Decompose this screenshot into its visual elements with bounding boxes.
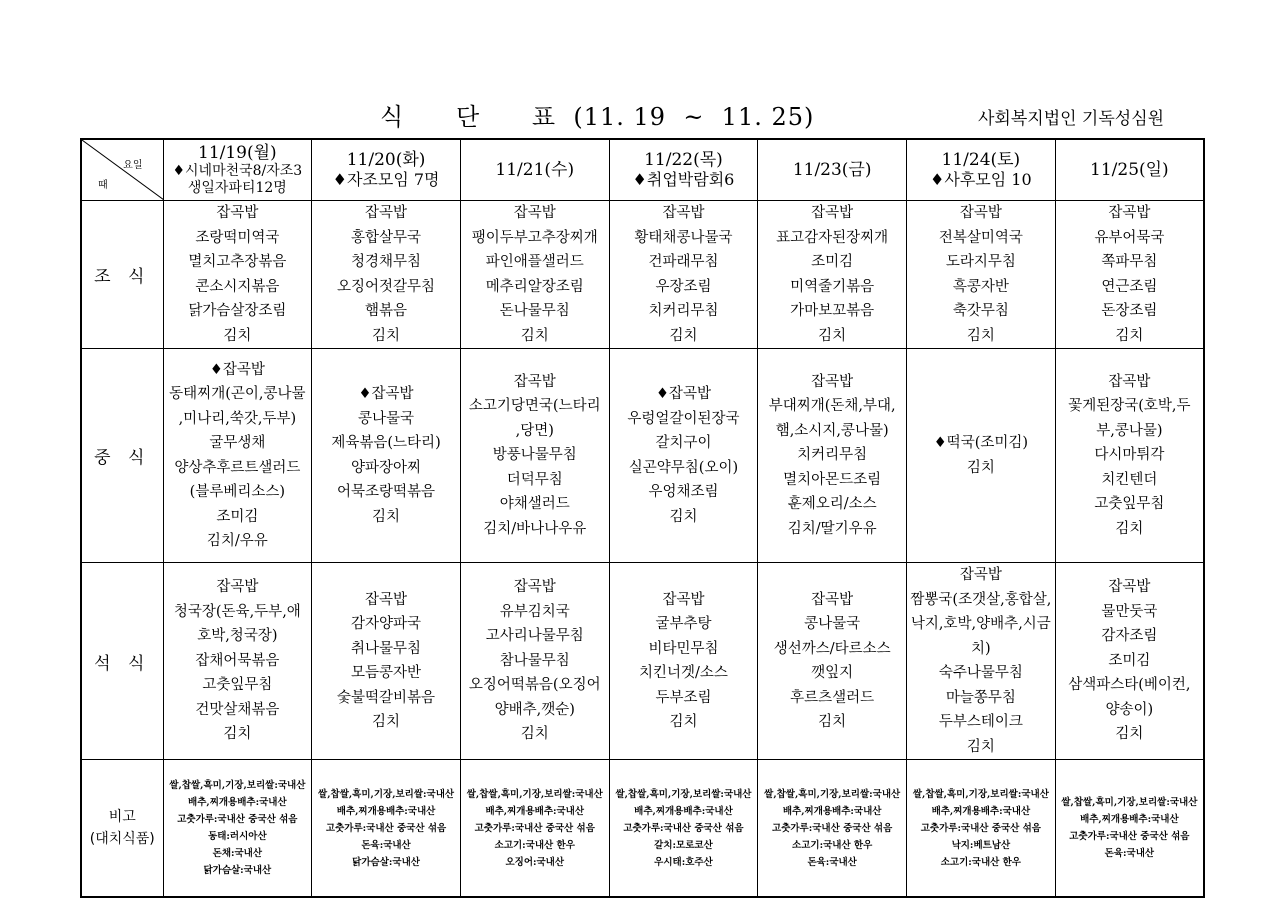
meal-row (81, 563, 1204, 760)
origin-note: 고춧가루:국내산 중국산 섞음 (623, 822, 744, 834)
menu-item: 잡곡밥 (662, 591, 705, 608)
day-date: 11/20(화) (346, 150, 426, 170)
menu-cell (907, 349, 1056, 563)
menu-item: 김치/우유 (206, 533, 268, 549)
day-event: ♦시네마천국8/자조3 (172, 163, 303, 179)
menu-item: 건맛살채볶음 (195, 701, 280, 718)
menu-cell (758, 201, 907, 349)
origin-note: 쌀,찹쌀,흑미,기장,보리쌀:국내산 (912, 788, 1049, 800)
menu-cell (460, 349, 609, 563)
menu-item: 파인애플샐러드 (485, 254, 584, 270)
menu-item: 조미김 (1108, 652, 1151, 669)
menu-item: 감자양파국 (351, 616, 422, 632)
menu-item: 생선까스/타르소스 (773, 640, 891, 657)
menu-item: ,당면) (515, 422, 554, 439)
notes-label-line: 비고 (108, 809, 136, 825)
origin-note: 돈채:국내산 (212, 848, 263, 859)
menu-item: 고사리나물무침 (485, 628, 584, 645)
menu-item: 삼색파스타(베이컨, (1068, 677, 1191, 694)
menu-item: 쪽파무침 (1101, 254, 1158, 270)
origin-note: 쌀,찹쌀,흑미,기장,보리쌀:국내산 (1061, 797, 1198, 808)
menu-item: 건파래무침 (648, 254, 719, 270)
menu-item: 김치 (1115, 520, 1144, 537)
menu-cell (758, 349, 907, 563)
menu-item: 김치 (1115, 726, 1144, 743)
menu-item: 잡곡밥 (1108, 205, 1151, 221)
menu-item: 방풍나물무침 (492, 447, 577, 464)
menu-item: ♦잡곡밥 (655, 386, 711, 402)
menu-item: 취나물무침 (351, 640, 422, 657)
menu-cell (758, 563, 907, 760)
meal-label: 조 식 (81, 201, 163, 349)
menu-item: 김치 (966, 738, 995, 755)
menu-item: 표고감자된장찌개 (776, 229, 889, 246)
day-event: 생일자파티12명 (187, 180, 287, 196)
menu-cell (609, 349, 758, 563)
menu-item: 청국장(돈육,두부,애 (173, 603, 301, 620)
origin-note: 배추,찌개용배추:국내산 (336, 805, 436, 817)
origin-note: 소고기:국내산 한우 (940, 856, 1021, 868)
origin-note: 쌀,찹쌀,흑미,기장,보리쌀:국내산 (764, 788, 901, 800)
menu-item: 치킨텐더 (1101, 471, 1158, 488)
menu-item: 굴부추탕 (655, 616, 712, 632)
menu-item: 김치 (520, 726, 549, 743)
origin-note-cell (907, 760, 1056, 898)
menu-item: 가마보꼬볶음 (790, 303, 875, 319)
day-date: 11/23(금) (792, 160, 872, 180)
day-header-4 (758, 139, 907, 201)
notes-row (81, 760, 1204, 898)
menu-item: 고춧잎무침 (202, 677, 273, 694)
menu-item: 잡곡밥 (513, 373, 556, 390)
menu-item: 우엉채조림 (648, 484, 719, 500)
menu-item: 잡곡밥 (811, 205, 854, 221)
notes-label-line: (대치식품) (89, 831, 155, 847)
menu-item: 물만둣국 (1101, 603, 1158, 620)
origin-note: 배추,찌개용배추:국내산 (188, 797, 287, 808)
menu-item: 연근조림 (1101, 278, 1158, 295)
menu-item: 호박,청국장) (197, 628, 278, 645)
menu-item: 메추리알장조림 (485, 278, 584, 295)
day-header-2 (460, 139, 609, 201)
menu-item: (블루베리소스) (189, 484, 286, 500)
menu-item: 김치 (818, 327, 847, 344)
menu-item: 잡곡밥 (1108, 373, 1151, 390)
origin-note: 쌀,찹쌀,흑미,기장,보리쌀:국내산 (169, 780, 306, 791)
origin-note-cell (460, 760, 609, 898)
menu-item: 도라지무침 (945, 254, 1016, 270)
menu-item: 팽이두부고추장찌개 (471, 229, 598, 246)
corner-cell (81, 139, 163, 201)
origin-note: 배추,찌개용배추:국내산 (1080, 814, 1179, 825)
menu-item: 햄,소시지,콩나물) (775, 422, 889, 439)
menu-item: 잡곡밥 (513, 205, 556, 221)
menu-item: 제육볶음(느타리) (331, 435, 441, 451)
menu-cell (163, 349, 312, 563)
menu-item: 고춧잎무침 (1094, 496, 1165, 513)
day-date: 11/25(일) (1090, 160, 1169, 180)
menu-item: 부대찌개(돈채,부대, (768, 398, 896, 415)
menu-item: 콩나물국 (804, 616, 861, 632)
page-title: 식 단 표 (11. 19 ~ 11. 25) (380, 103, 815, 131)
origin-note: 갈치:모로코산 (654, 839, 713, 851)
menu-item: 양상추후르트샐러드 (174, 459, 301, 476)
menu-item: 비타민무침 (648, 640, 719, 657)
menu-item: 치커리무침 (648, 303, 719, 319)
origin-note: 고춧가루:국내산 중국산 섞음 (325, 822, 447, 834)
origin-note: 고춧가루:국내산 중국산 섞음 (474, 822, 595, 834)
menu-cell (609, 201, 758, 349)
menu-item: 김치 (372, 327, 401, 344)
day-event: ♦사후모임 10 (930, 170, 1032, 189)
day-event: ♦자조모임 7명 (332, 170, 440, 189)
meal-row (81, 201, 1204, 349)
menu-cell (1055, 201, 1204, 349)
organization-name: 사회복지법인 기독성심원 (978, 109, 1165, 129)
day-header-0 (163, 139, 312, 201)
corner-time-label: 때 (98, 180, 108, 191)
menu-item: 잡곡밥 (216, 205, 259, 221)
menu-item: 감자조림 (1101, 628, 1158, 645)
menu-item: 두부조림 (655, 689, 712, 706)
day-event: ♦취업박람회6 (632, 170, 735, 189)
menu-item: 잡곡밥 (959, 567, 1002, 583)
origin-note: 배추,찌개용배추:국내산 (782, 805, 882, 817)
menu-cell (460, 563, 609, 760)
menu-item: 치커리무침 (797, 447, 868, 464)
menu-item: ♦잡곡밥 (358, 386, 414, 402)
origin-note: 닭가슴살:국내산 (203, 865, 272, 876)
menu-item: 축갓무침 (952, 303, 1009, 319)
origin-note: 쌀,찹쌀,흑미,기장,보리쌀:국내산 (466, 788, 603, 800)
menu-item: 콩나물국 (358, 410, 415, 427)
origin-note: 쌀,찹쌀,흑미,기장,보리쌀:국내산 (615, 788, 752, 800)
menu-item: 참나물무침 (499, 652, 570, 669)
menu-item: 양배추,깻순) (494, 701, 575, 718)
menu-item: 굴무생채 (209, 435, 266, 451)
menu-item: 소고기당면국(느타리 (468, 398, 601, 415)
menu-item: 청경채무침 (351, 254, 422, 270)
menu-item: 부,콩나물) (1096, 422, 1163, 439)
menu-item: 오징어젓갈무침 (337, 278, 436, 295)
menu-item: 실곤약무침(오이) (628, 459, 739, 476)
menu-item: 어묵조랑떡볶음 (337, 484, 436, 500)
menu-table (80, 138, 1205, 898)
menu-item: 김치 (669, 508, 698, 525)
menu-item: 멸치아몬드조림 (783, 471, 882, 488)
menu-cell (1055, 349, 1204, 563)
menu-item: 김치 (223, 327, 252, 344)
menu-item: 잡곡밥 (365, 205, 408, 221)
menu-item: 미역줄기볶음 (790, 278, 875, 295)
menu-item: 양송이) (1105, 701, 1154, 718)
menu-item: 김치 (818, 714, 847, 730)
menu-item: 흑콩자반 (952, 278, 1009, 295)
origin-note-cell (758, 760, 907, 898)
menu-item: 치킨너겟/소스 (638, 665, 728, 681)
menu-item: 홍합살무국 (351, 229, 422, 246)
menu-item: 낙지,호박,양배추,시금 (910, 616, 1051, 632)
menu-item: 우렁얼갈이된장국 (627, 410, 740, 427)
origin-note: 고춧가루:국내산 중국산 섞음 (1069, 831, 1190, 842)
menu-item: 꽃게된장국(호박,두 (1068, 398, 1191, 415)
meal-row (81, 349, 1204, 563)
menu-cell (907, 201, 1056, 349)
menu-item: 마늘쫑무침 (945, 689, 1016, 706)
menu-item: 김치 (372, 714, 401, 730)
menu-cell (312, 201, 461, 349)
menu-item: 김치 (1115, 327, 1144, 344)
menu-cell (163, 563, 312, 760)
menu-cell (163, 201, 312, 349)
menu-cell (609, 563, 758, 760)
menu-item: 잡곡밥 (216, 579, 259, 596)
origin-note: 우시태:호주산 (654, 856, 713, 868)
origin-note: 소고기:국내산 한우 (792, 839, 873, 851)
menu-item: 잡곡밥 (811, 591, 854, 608)
origin-note: 배추,찌개용배추:국내산 (634, 805, 733, 817)
origin-note: 쌀,찹쌀,흑미,기장,보리쌀:국내산 (318, 788, 455, 800)
menu-item: 잡곡밥 (365, 591, 408, 608)
menu-item: 김치 (520, 327, 549, 344)
menu-item: 숙주나물무침 (938, 665, 1023, 681)
menu-item: 후르츠샐러드 (790, 689, 875, 706)
meal-label: 석 식 (81, 563, 163, 760)
notes-label (81, 760, 163, 898)
origin-note: 돈육:국내산 (807, 856, 857, 868)
menu-item: 잡곡밥 (1108, 579, 1151, 596)
day-header-5 (907, 139, 1056, 201)
menu-item: 콘소시지볶음 (195, 278, 280, 295)
header-row (81, 139, 1204, 201)
menu-item: 김치 (966, 459, 995, 476)
menu-cell (312, 349, 461, 563)
menu-item: 잡곡밥 (662, 205, 705, 221)
day-date: 11/21(수) (495, 160, 575, 180)
origin-note: 소고기:국내산 한우 (494, 839, 575, 851)
menu-item: 갈치구이 (655, 435, 712, 451)
origin-note: 동태:러시아산 (208, 831, 267, 842)
menu-item: 조미김 (216, 508, 259, 525)
meal-label: 중 식 (81, 349, 163, 563)
menu-item: 전복살미역국 (938, 229, 1023, 246)
menu-item: ,미나리,쑥갓,두부) (178, 410, 297, 427)
menu-cell (907, 563, 1056, 760)
menu-item: 돈나물무침 (499, 303, 570, 319)
menu-item: 조랑떡미역국 (195, 229, 280, 246)
menu-item: 모듬콩자반 (351, 665, 422, 681)
origin-note: 고춧가루:국내산 중국산 섞음 (177, 814, 298, 825)
menu-item: 김치 (966, 327, 995, 344)
origin-note: 고춧가루:국내산 중국산 섞음 (920, 822, 1041, 834)
menu-item: 김치 (669, 714, 698, 730)
menu-item: 다시마튀각 (1094, 447, 1165, 464)
menu-item: 치) (971, 640, 991, 657)
origin-note: 고춧가루:국내산 중국산 섞음 (772, 822, 893, 834)
menu-item: 잡곡밥 (811, 373, 854, 390)
menu-item: 김치/딸기우유 (787, 520, 877, 537)
day-date: 11/22(목) (644, 150, 723, 170)
day-date: 11/24(토) (941, 150, 1021, 170)
menu-item: 우장조림 (655, 278, 712, 295)
menu-item: 멸치고추장볶음 (188, 254, 287, 270)
origin-note-cell (1055, 760, 1204, 898)
menu-item: 햄볶음 (365, 303, 408, 319)
menu-item: 깻잎지 (811, 665, 854, 681)
origin-note-cell (312, 760, 461, 898)
menu-item: 짬뽕국(조갯살,홍합살, (910, 591, 1052, 608)
menu-item: 잡채어묵볶음 (195, 652, 280, 669)
menu-item: 김치 (372, 508, 401, 525)
corner-day-label: 요일 (123, 160, 143, 171)
menu-cell (312, 563, 461, 760)
menu-item: 유부김치국 (499, 603, 570, 620)
menu-item: 김치 (223, 726, 252, 743)
menu-cell (460, 201, 609, 349)
origin-note-cell (163, 760, 312, 898)
origin-note: 낙지:베트남산 (951, 839, 1011, 851)
menu-item: 황태채콩나물국 (634, 229, 733, 246)
menu-item: 야채샐러드 (499, 496, 570, 513)
menu-item: 잡곡밥 (513, 579, 556, 596)
menu-item: 유부어묵국 (1094, 229, 1165, 246)
menu-item: 닭가슴살장조림 (188, 303, 287, 319)
menu-item: 양파장아찌 (351, 459, 422, 476)
menu-item: 잡곡밥 (959, 205, 1002, 221)
menu-cell (1055, 563, 1204, 760)
origin-note-cell (609, 760, 758, 898)
menu-item: 오징어떡볶음(오징어 (468, 677, 601, 694)
menu-item: 돈장조림 (1101, 303, 1158, 319)
origin-note: 닭가슴살:국내산 (352, 856, 420, 868)
menu-item: 김치 (669, 327, 698, 344)
menu-item: 동태찌개(곤이,콩나물 (169, 386, 306, 402)
menu-item: ♦잡곡밥 (209, 361, 265, 378)
day-header-3 (609, 139, 758, 201)
day-header-6 (1055, 139, 1204, 201)
origin-note: 돈육:국내산 (1104, 848, 1155, 859)
day-date: 11/19(월) (198, 143, 277, 163)
menu-item: 조미김 (811, 254, 854, 270)
day-header-1 (312, 139, 461, 201)
origin-note: 돈육:국내산 (361, 839, 411, 851)
origin-note: 배추,찌개용배추:국내산 (485, 805, 585, 817)
menu-item: 두부스테이크 (938, 714, 1023, 730)
menu-item: 훈제오리/소스 (787, 496, 877, 513)
menu-item: 김치/바나나우유 (483, 520, 587, 537)
menu-item: 더덕무침 (506, 471, 563, 488)
menu-item: 숯불떡갈비볶음 (337, 689, 436, 706)
menu-item: ♦떡국(조미김) (933, 435, 1029, 451)
origin-note: 배추,찌개용배추:국내산 (931, 805, 1031, 817)
origin-note: 오징어:국내산 (505, 856, 565, 868)
